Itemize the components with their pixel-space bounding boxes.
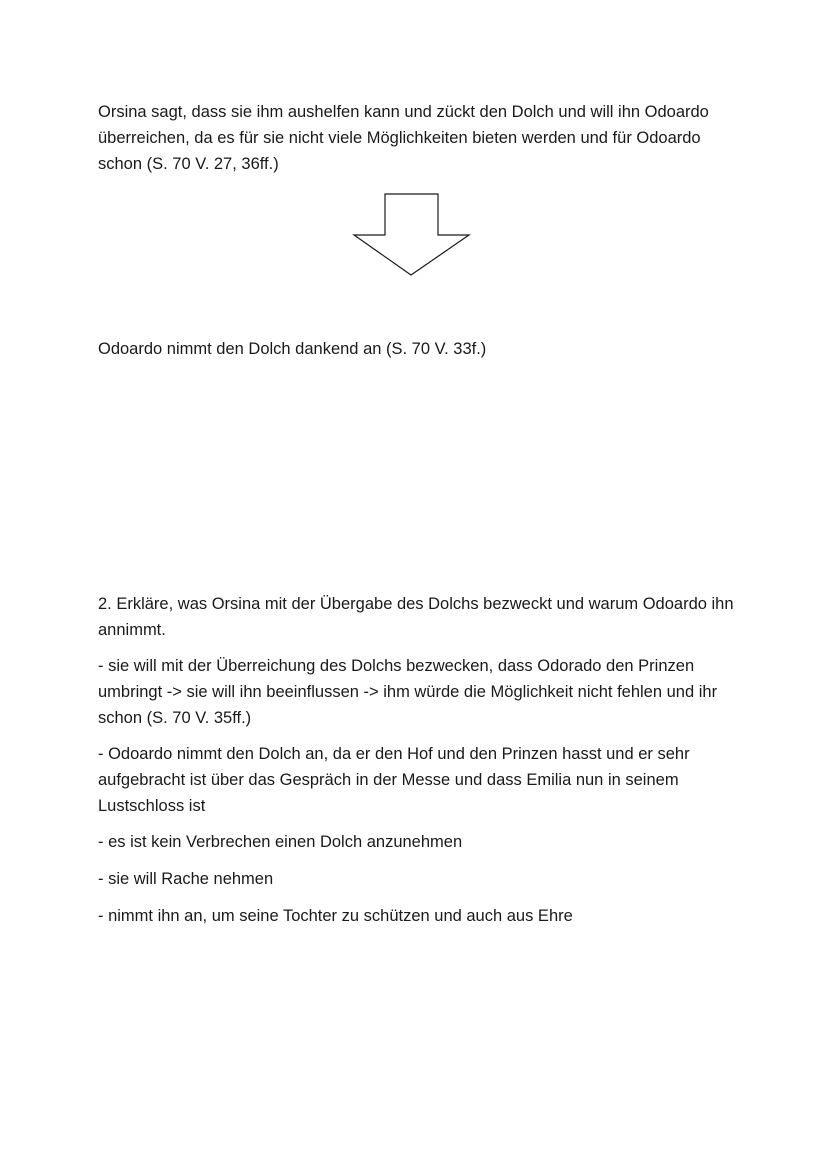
down-arrow-icon	[352, 193, 472, 277]
answer-item: - Odoardo nimmt den Dolch an, da er den Hof und den Prinzen hasst und er sehr aufgebracht ist über das Gespräch in der Messe und dass Emilia nun in seinem Lustschloss ist	[98, 745, 690, 815]
intro-paragraph: Orsina sagt, dass sie ihm aushelfen kann und zückt den Dolch und will ihn Odoardo überreichen, da es für sie nicht viele Möglichkeiten bieten werden und für Odoardo schon (S. 70 V. 27, 36ff.)	[98, 103, 709, 173]
result-paragraph: Odoardo nimmt den Dolch dankend an (S. 70 V. 33f.)	[98, 340, 487, 358]
answer-item: - nimmt ihn an, um seine Tochter zu schützen und auch aus Ehre	[98, 907, 573, 925]
answer-item: - sie will Rache nehmen	[98, 870, 274, 888]
answer-item: - sie will mit der Überreichung des Dolchs bezwecken, dass Odorado den Prinzen umbringt -> sie will ihn beeinflussen -> ihm würde die Möglichkeit nicht fehlen und ihr schon (S. 70 V. 35ff.)	[98, 657, 718, 727]
question-heading: 2. Erkläre, was Orsina mit der Übergabe des Dolchs bezweckt und warum Odoardo ihn annimmt.	[98, 595, 734, 639]
answer-item: - es ist kein Verbrechen einen Dolch anzunehmen	[98, 833, 463, 851]
